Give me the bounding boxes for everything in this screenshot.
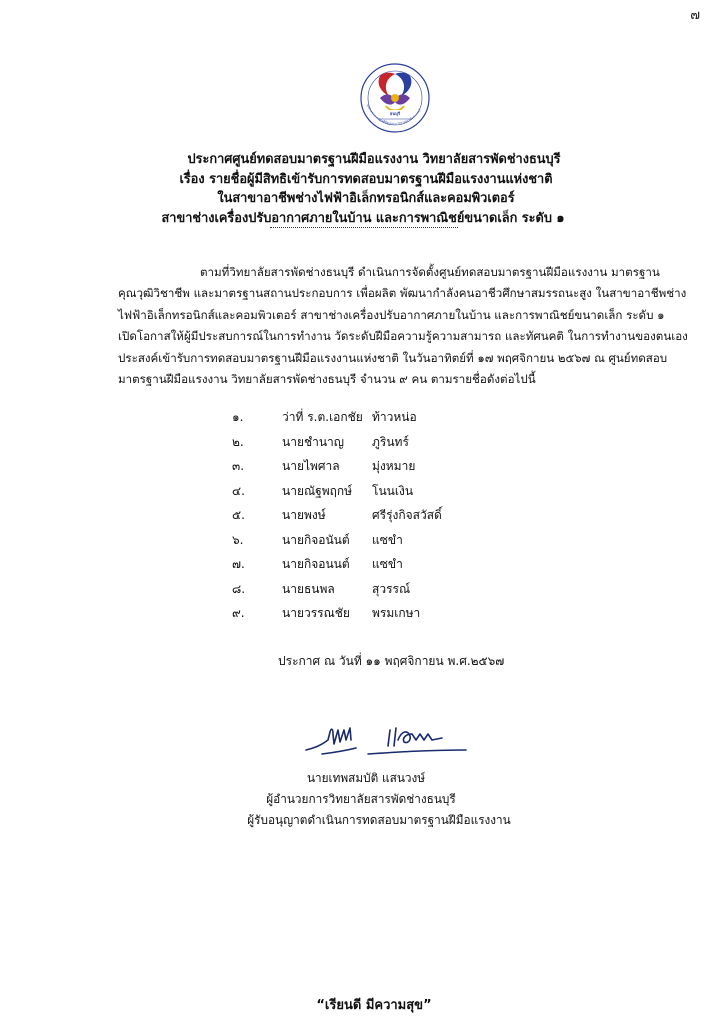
signer-title: ผู้อำนวยการวิทยาลัยสารพัดช่างธนบุรี bbox=[266, 792, 456, 806]
signer-title: ผู้รับอนุญาตดำเนินการทดสอบมาตรฐานฝีมือแรงงาน bbox=[247, 813, 511, 827]
first-name: ว่าที่ ร.ต.เอกชัย bbox=[282, 410, 363, 424]
college-logo bbox=[356, 62, 434, 136]
heading-line: ในสาขาอาชีพช่างไฟฟ้าอิเล็กทรอนิกส์และคอมพิวเตอร์ bbox=[217, 191, 515, 206]
item-number: ๕. bbox=[232, 508, 245, 522]
item-number: ๗. bbox=[232, 557, 245, 571]
announcement-date: ประกาศ ณ วันที่ ๑๑ พฤศจิกายน พ.ศ.๒๕๖๗ bbox=[278, 654, 505, 668]
last-name: แซขำ bbox=[372, 532, 403, 547]
item-number: ๔. bbox=[232, 483, 245, 498]
last-name: สุวรรณ์ bbox=[372, 581, 411, 596]
item-number: ๑. bbox=[232, 410, 244, 424]
last-name: มุ่งหมาย bbox=[372, 459, 416, 473]
first-name: นายกิจอนนต์ bbox=[282, 557, 350, 571]
last-name: พรมเกษา bbox=[372, 606, 421, 620]
last-name: ศรีรุ่งกิจสวัสดิ์ bbox=[372, 508, 442, 522]
first-name: นายไพศาล bbox=[282, 459, 340, 473]
body-line: คุณวุฒิวิชาชีพ และมาตรฐานสถานประกอบการ เพื่อผลิต พัฒนากำลังคนอาชีวศึกษาสมรรถนะสูง ในสาขาอาชีพช่าง bbox=[118, 286, 687, 301]
item-number: ๖. bbox=[232, 532, 244, 547]
signer-block bbox=[0, 768, 722, 831]
last-name: โนนเงิน bbox=[372, 483, 414, 498]
heading-line: ประกาศศูนย์ทดสอบมาตรฐานฝีมือแรงงาน วิทยาลัยสารพัดช่างธนบุรี bbox=[187, 152, 561, 167]
heading-line: สาขาช่างเครื่องปรับอากาศภายในบ้าน และการพาณิชย์ขนาดเล็ก ระดับ ๑ bbox=[161, 210, 565, 226]
item-number: ๒. bbox=[232, 434, 244, 449]
logo-ring-text: ศูนย์ทดสอบมาตรฐานฝีมือแรงงาน วิทยาลัยสารพัดช่างธนบุรี bbox=[365, 104, 422, 126]
first-name: นายกิจอนันต์ bbox=[282, 532, 350, 547]
last-name: ภูรินทร์ bbox=[372, 434, 409, 449]
body-line: เปิดโอกาสให้ผู้มีประสบการณ์ในการทำงาน วัดระดับฝีมือความรู้ความสามารถ และทัศนคติ ในการทำงานของตนเอง bbox=[118, 329, 688, 344]
body-paragraph bbox=[118, 262, 688, 390]
first-name: นายณัฐพฤกษ์ bbox=[282, 483, 353, 498]
logo-center-text: ธนบุรี bbox=[389, 111, 401, 116]
item-number: ๘. bbox=[232, 581, 246, 596]
signature bbox=[298, 710, 478, 766]
body-line: ประสงค์เข้ารับการทดสอบมาตรฐานฝีมือแรงงานแห่งชาติ ในวันอาทิตย์ที่ ๑๗ พฤศจิกายน ๒๕๖๗ ณ ศูนย์ทดสอบ bbox=[118, 350, 668, 365]
first-name: นายวรรณชัย bbox=[282, 606, 350, 620]
heading-line: เรื่อง รายชื่อผู้มีสิทธิเข้ารับการทดสอบมาตรฐานฝีมือแรงงานแห่งชาติ bbox=[179, 171, 553, 187]
body-line: ตามที่วิทยาลัยสารพัดช่างธนบุรี ดำเนินการจัดตั้งศูนย์ทดสอบมาตรฐานฝีมือแรงงาน มาตรฐาน bbox=[200, 265, 660, 279]
page-number: ๗ bbox=[690, 8, 700, 23]
first-name: นายชำนาญ bbox=[282, 434, 345, 449]
item-number: ๙. bbox=[232, 606, 245, 620]
last-name: แซขำ bbox=[372, 557, 403, 571]
first-name: นายพงษ์ bbox=[282, 508, 326, 522]
announcement-heading bbox=[0, 150, 722, 228]
body-line: มาตรฐานฝีมือแรงงาน วิทยาลัยสารพัดช่างธนบุรี จำนวน ๙ คน ตามรายชื่อดังต่อไปนี้ bbox=[118, 372, 536, 387]
first-name: นายธนพล bbox=[282, 581, 335, 596]
body-line: ไฟฟ้าอิเล็กทรอนิกส์และคอมพิวเตอร์ สาขาช่างเครื่องปรับอากาศภายในบ้าน และการพาณิชย์ขนาดเล็ก ระดับ ๑ bbox=[118, 307, 665, 322]
last-name: ท้าวหน่อ bbox=[372, 410, 417, 424]
signer-name: นายเทพสมบัติ แสนวงษ์ bbox=[306, 771, 426, 785]
item-number: ๓. bbox=[232, 459, 245, 473]
dotted-separator bbox=[270, 227, 458, 228]
motto: “เรียนดี มีความสุข” bbox=[316, 998, 432, 1013]
